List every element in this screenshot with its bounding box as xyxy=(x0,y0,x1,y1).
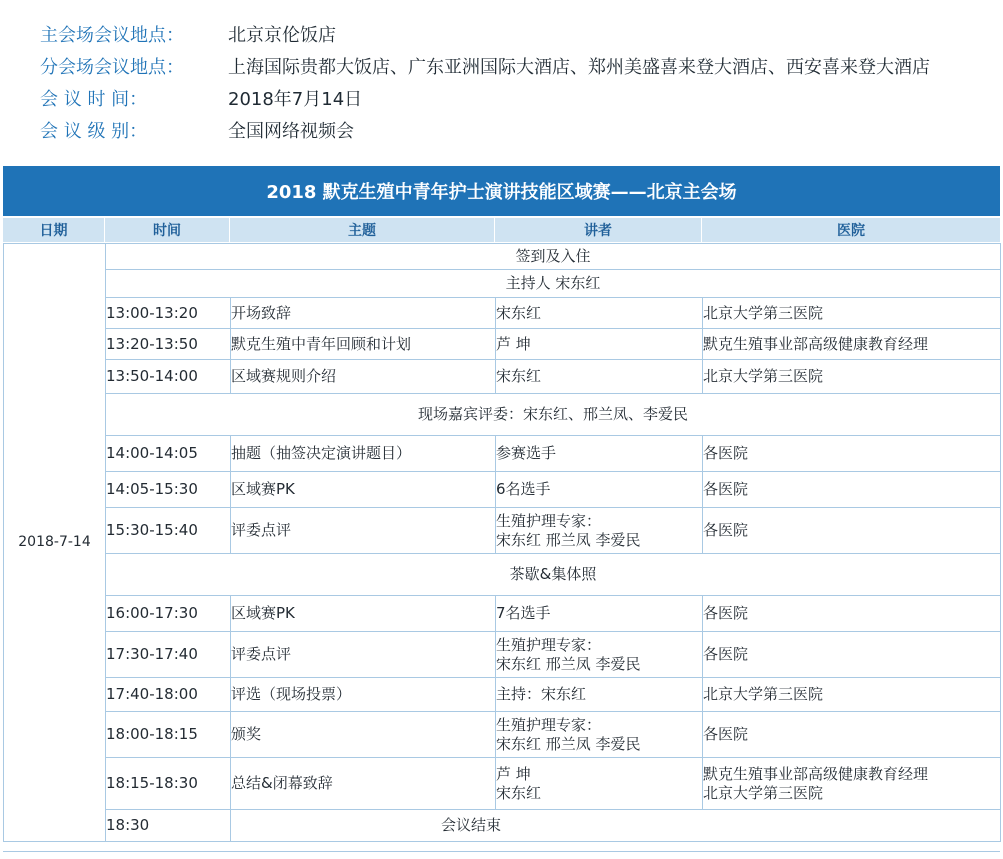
info-label: 分会场会议地点： xyxy=(40,57,184,78)
speaker-cell-line: 宋东红 xyxy=(496,783,542,802)
schedule-row xyxy=(4,596,1001,632)
speaker-cell-line: 生殖护理专家： xyxy=(496,715,602,734)
hospital-cell-line: 默克生殖事业部高级健康教育经理 xyxy=(703,334,929,353)
speaker-cell xyxy=(496,329,703,360)
hospital-cell xyxy=(703,712,1001,758)
speaker-cell xyxy=(496,472,703,508)
end-label: 会议结束 xyxy=(231,810,1001,842)
schedule-row xyxy=(4,244,1001,270)
column-header-time: 时间 xyxy=(105,218,230,242)
schedule-table xyxy=(3,243,1001,842)
section-row-label: 现场嘉宾评委：宋东红、邢兰凤、李爱民 xyxy=(106,394,1001,436)
speaker-cell xyxy=(496,758,703,810)
speaker-cell-line: 参赛选手 xyxy=(496,444,557,462)
hospital-cell xyxy=(703,508,1001,554)
speaker-cell xyxy=(496,360,703,394)
schedule-row xyxy=(4,508,1001,554)
hospital-cell xyxy=(703,298,1001,329)
info-value: 北京京伦饭店 xyxy=(228,25,336,46)
topic-cell: 评委点评 xyxy=(231,508,496,554)
table-header xyxy=(3,218,1000,242)
time-cell: 16:00-17:30 xyxy=(106,596,231,632)
column-header-date: 日期 xyxy=(3,218,105,242)
hospital-cell xyxy=(703,596,1001,632)
topic-cell: 开场致辞 xyxy=(231,298,496,329)
time-cell: 18:30 xyxy=(106,810,231,842)
speaker-cell xyxy=(496,596,703,632)
schedule-row xyxy=(4,360,1001,394)
hospital-cell-line: 各医院 xyxy=(703,444,749,462)
section-row-label: 主持人 宋东红 xyxy=(106,270,1001,298)
hospital-cell-line: 各医院 xyxy=(703,604,749,622)
info-row-branch-venue xyxy=(40,50,930,82)
date-cell: 2018-7-14 xyxy=(4,244,106,842)
speaker-cell-line: 芦 坤 xyxy=(496,764,531,783)
hospital-cell-line: 各医院 xyxy=(703,480,749,498)
hospital-cell-line: 各医院 xyxy=(703,521,749,539)
info-value: 全国网络视频会 xyxy=(228,121,354,142)
hospital-cell xyxy=(703,758,1001,810)
schedule-row xyxy=(4,678,1001,712)
speaker-cell xyxy=(496,508,703,554)
speaker-cell-line: 宋东红 邢兰凤 李爱民 xyxy=(496,654,641,673)
time-cell: 18:00-18:15 xyxy=(106,712,231,758)
speaker-cell-line: 生殖护理专家： xyxy=(496,635,602,654)
speaker-cell xyxy=(496,712,703,758)
speaker-cell-line: 芦 坤 xyxy=(496,334,531,353)
info-row-main-venue xyxy=(40,18,930,50)
speaker-cell-line: 生殖护理专家： xyxy=(496,511,602,530)
hospital-cell-line: 北京大学第三医院 xyxy=(703,685,824,703)
hospital-cell-line: 各医院 xyxy=(703,725,749,743)
info-row-time xyxy=(40,82,930,114)
schedule-row xyxy=(4,712,1001,758)
hospital-cell-line: 北京大学第三医院 xyxy=(703,303,824,322)
speaker-cell xyxy=(496,678,703,712)
time-cell: 14:00-14:05 xyxy=(106,436,231,472)
hospital-cell-line: 默克生殖事业部高级健康教育经理 xyxy=(703,764,929,783)
section-row-label: 茶歇&集体照 xyxy=(106,554,1001,596)
speaker-cell xyxy=(496,632,703,678)
meeting-info xyxy=(40,18,930,146)
schedule-row xyxy=(4,270,1001,298)
column-header-speaker: 讲者 xyxy=(495,218,702,242)
speaker-cell xyxy=(496,436,703,472)
schedule-row xyxy=(4,758,1001,810)
topic-cell: 颁奖 xyxy=(231,712,496,758)
time-cell: 13:20-13:50 xyxy=(106,329,231,360)
speaker-cell-line: 主持：宋东红 xyxy=(496,685,587,703)
hospital-cell xyxy=(703,436,1001,472)
topic-cell: 抽题（抽签决定演讲题目） xyxy=(231,436,496,472)
schedule-row xyxy=(4,394,1001,436)
info-label: 会 议 时 间： xyxy=(40,89,148,110)
topic-cell: 默克生殖中青年回顾和计划 xyxy=(231,329,496,360)
topic-cell: 总结&闭幕致辞 xyxy=(231,758,496,810)
table-title: 2018 默克生殖中青年护士演讲技能区域赛——北京主会场 xyxy=(3,166,1000,216)
column-header-hospital: 医院 xyxy=(837,223,865,239)
section-row-label: 签到及入住 xyxy=(106,244,1001,270)
topic-cell: 评委点评 xyxy=(231,632,496,678)
info-value: 2018年7月14日 xyxy=(228,89,363,110)
topic-cell: 区域赛PK xyxy=(231,596,496,632)
hospital-cell-line: 北京大学第三医院 xyxy=(703,783,824,802)
speaker-cell-line: 宋东红 邢兰凤 李爱民 xyxy=(496,530,641,549)
hospital-cell xyxy=(703,678,1001,712)
time-cell: 13:50-14:00 xyxy=(106,360,231,394)
schedule-body xyxy=(4,244,1001,842)
hospital-cell xyxy=(703,360,1001,394)
hospital-cell xyxy=(703,632,1001,678)
speaker-cell-line: 宋东红 邢兰凤 李爱民 xyxy=(496,734,641,753)
speaker-cell-line: 7名选手 xyxy=(496,604,551,622)
topic-cell: 区域赛规则介绍 xyxy=(231,360,496,394)
info-label: 会 议 级 别： xyxy=(40,121,148,142)
column-header-topic: 主题 xyxy=(230,218,495,242)
hospital-cell-line: 各医院 xyxy=(703,645,749,663)
speaker-cell xyxy=(496,298,703,329)
time-cell: 17:40-18:00 xyxy=(106,678,231,712)
info-value: 上海国际贵都大饭店、广东亚洲国际大酒店、郑州美盛喜来登大酒店、西安喜来登大酒店 xyxy=(228,57,930,78)
hospital-cell xyxy=(703,472,1001,508)
time-cell: 18:15-18:30 xyxy=(106,758,231,810)
topic-cell: 区域赛PK xyxy=(231,472,496,508)
time-cell: 14:05-15:30 xyxy=(106,472,231,508)
time-cell: 15:30-15:40 xyxy=(106,508,231,554)
schedule-row xyxy=(4,329,1001,360)
schedule-row xyxy=(4,472,1001,508)
topic-cell: 评选（现场投票） xyxy=(231,678,496,712)
schedule-row xyxy=(4,436,1001,472)
info-row-level xyxy=(40,114,930,146)
info-label: 主会场会议地点： xyxy=(40,25,184,46)
schedule-row xyxy=(4,298,1001,329)
speaker-cell-line: 宋东红 xyxy=(496,367,542,385)
schedule-row xyxy=(4,632,1001,678)
schedule-row xyxy=(4,810,1001,842)
speaker-cell-line: 宋东红 xyxy=(496,303,542,322)
hospital-cell-line: 北京大学第三医院 xyxy=(703,367,824,385)
schedule-row xyxy=(4,554,1001,596)
speaker-cell-line: 6名选手 xyxy=(496,480,551,498)
table-bottom-divider xyxy=(3,851,1000,852)
hospital-cell xyxy=(703,329,1001,360)
time-cell: 17:30-17:40 xyxy=(106,632,231,678)
time-cell: 13:00-13:20 xyxy=(106,298,231,329)
